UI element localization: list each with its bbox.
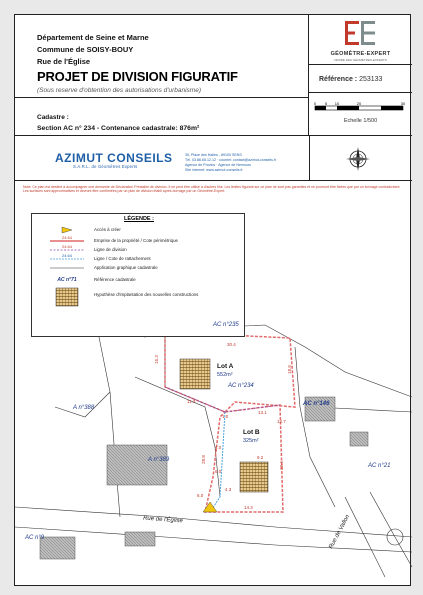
lot-a-name: Lot A [217, 363, 234, 370]
parcel-label: A n°388 [73, 405, 95, 411]
legend-item: Accès à créer [94, 227, 121, 232]
street-label: Rue de l'Église [142, 515, 184, 525]
scale-tick: 0 [313, 101, 317, 106]
legend [31, 213, 245, 337]
dimension-label: 15.3 [153, 355, 159, 364]
scale-bar [315, 101, 405, 113]
dimension-label: 1.0 [222, 414, 229, 419]
address-line: Agence de Provins · Agence de Nemours [185, 163, 251, 167]
ge-logo-box [309, 15, 412, 65]
firm-band [15, 136, 412, 181]
commune: Commune de SOISY-BOUY [37, 45, 134, 54]
parcel-label: AC n°146 [303, 401, 330, 407]
parcel-label: AC n°21 [368, 463, 391, 469]
lot-b-name: Lot B [243, 429, 260, 436]
firm-address [185, 153, 305, 173]
department: Département de Seine et Marne [37, 33, 149, 42]
address-line: Site internet: www.azimut-conseils.fr [185, 168, 243, 172]
scale-tick: 30 [400, 101, 406, 106]
svg-text:24.64: 24.64 [61, 235, 73, 240]
legend-item: Emprise de la propriété / Cote périmétrique [94, 238, 178, 243]
cadastre-label: Cadastre : [37, 114, 69, 121]
reference-value: 253133 [359, 76, 383, 83]
scale-tick: 20 [356, 101, 362, 106]
street-name: Rue de l'Église [37, 57, 91, 66]
ge-tagline: ORDRE DES GÉOMÈTRES-EXPERTS [334, 58, 387, 62]
plan-sheet [14, 14, 411, 586]
ge-name: GÉOMÈTRE-EXPERT [330, 51, 391, 57]
reference: Référence : 253133 [319, 76, 383, 83]
legend-title: LÉGENDE : [124, 216, 154, 222]
parcel-label: A n°389 [148, 457, 170, 463]
plan-drawing [15, 207, 412, 587]
address-line: 35, Place des Halles - 89100 SENS [185, 153, 242, 157]
legend-item: Ligne / Cote de rattachement [94, 256, 151, 261]
svg-text:AC n°71: AC n°71 [57, 277, 77, 283]
svg-text:24.64: 24.64 [61, 253, 73, 258]
dimension-label: 30.4 [227, 342, 236, 347]
legend-item: Référence cadastrale [94, 277, 136, 282]
legend-samples [44, 226, 90, 336]
dimension-label: 13.1 [258, 410, 267, 415]
compass-rose-icon [345, 146, 371, 172]
parcel-label: AC n°9 [25, 535, 45, 541]
scale-label: Echelle 1/500 [343, 118, 378, 124]
dimension-label: 4.0 [215, 445, 222, 450]
svg-text:24.64: 24.64 [61, 244, 73, 249]
lot-b-area: 325m² [243, 438, 259, 444]
legend-item: Application graphique cadastrale [94, 265, 158, 270]
dimension-label: 11.3 [187, 399, 196, 404]
dimension-label: 12.7 [277, 419, 286, 424]
subtitle: (Sous reserve d'obtention des autorisations d'urbanisme) [37, 87, 201, 94]
dimension-label: 9.2 [257, 455, 264, 460]
dimension-label: 14.3 [244, 505, 253, 510]
parcel-label: AC n°234 [228, 383, 254, 389]
legend-item: Hypothèse d'implantation des nouvelles constructions [94, 292, 199, 297]
header-info [15, 15, 309, 136]
dimension-label: 6.0 [197, 493, 204, 498]
proposed-building-b [240, 462, 268, 492]
street-label: Rue de Vallon [328, 514, 352, 550]
legend-item: Ligne de division [94, 247, 127, 252]
scale-tick: 10 [334, 101, 340, 106]
firm-name: AZIMUT CONSEILS [55, 151, 173, 165]
section-line: Section AC n° 234 - Contenance cadastrale: 876m² [37, 125, 200, 132]
access-arrow-icon [203, 502, 217, 512]
firm-tagline: S.A.R.L. de Géomètres Experts [73, 164, 138, 169]
reference-box [309, 65, 412, 93]
scale-tick: 5 [324, 101, 328, 106]
dimension-label: 28.8 [200, 455, 206, 464]
parcel-label: AC n°235 [213, 322, 239, 328]
proposed-building-a [180, 359, 210, 389]
dimension-label: 6.0 [215, 469, 222, 474]
lot-a-area: 552m² [217, 372, 233, 378]
dimension-label: 4.3 [225, 487, 232, 492]
disclaimer: Note: Ce plan est destiné à accompagner une demande de Déclaration Préalable de division. Il ne peut être utilisé à d'autres fins. Les limites figurant sur ce plan ne sont pas garanties et ne pourront être fixées que par un bornage contradictoire. Les surfaces sont approximatives et devront être confirmées par un plan de division établi après bornage par un Géomètre-Expert. [23, 185, 401, 194]
dimension-label: 29.4 [278, 461, 284, 470]
header-branding [309, 15, 412, 136]
page-title: PROJET DE DIVISION FIGURATIF [37, 69, 238, 84]
header [15, 15, 412, 136]
ge-logo-icon [345, 21, 375, 45]
divider [15, 97, 309, 98]
divider [309, 136, 310, 181]
access-icon [62, 227, 72, 233]
dimension-label: 18.6 [286, 365, 292, 374]
address-line: Tél. 03.86.65.12.12 · courriel: contact@azimut-conseils.fr [185, 158, 277, 162]
